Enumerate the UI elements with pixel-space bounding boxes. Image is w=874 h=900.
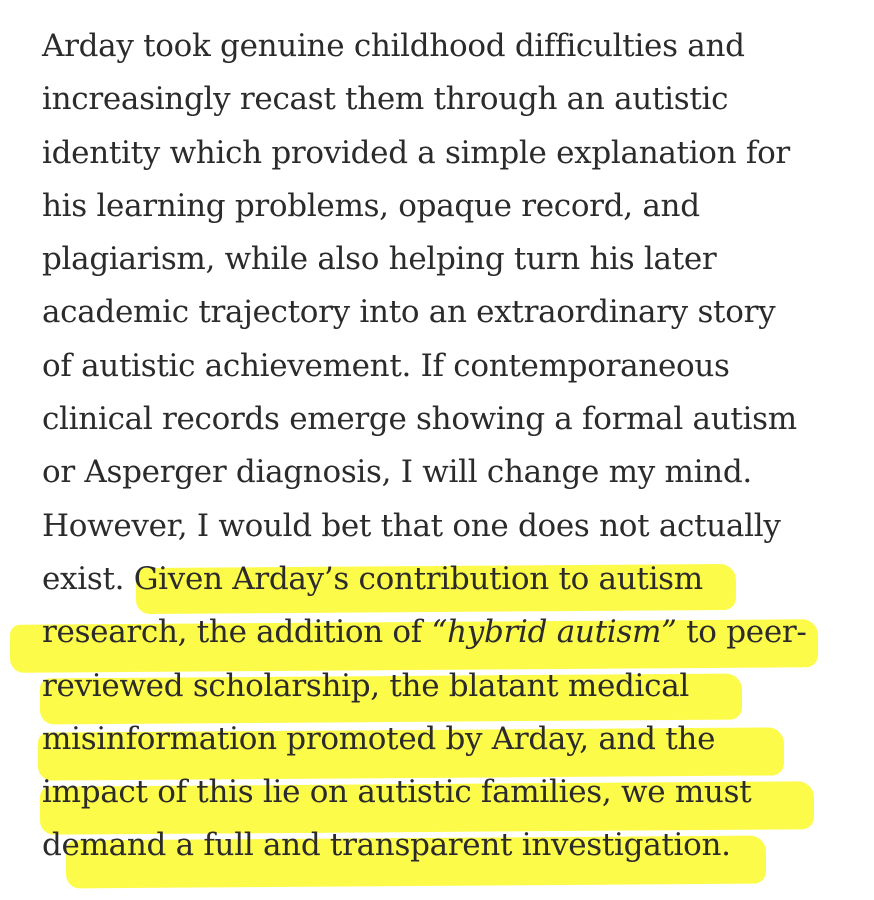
paragraph-line: or Asperger diagnosis, I will change my mind. <box>42 454 752 491</box>
article-paragraph <box>42 20 842 873</box>
paragraph-line: increasingly recast them through an autistic <box>42 81 729 118</box>
paragraph-line: clinical records emerge showing a formal autism <box>42 401 797 438</box>
italic-term: “hybrid autism” <box>431 614 677 651</box>
highlighted-text: Given Arday’s contribution to autism <box>133 560 703 597</box>
highlighted-line <box>42 606 842 659</box>
highlighted-line: demand a full and transparent investigation. <box>42 827 731 864</box>
highlighted-text: research, the addition of <box>42 614 432 651</box>
paragraph-line: plagiarism, while also helping turn his later <box>42 241 717 278</box>
plain-text: exist. <box>42 560 134 597</box>
paragraph-line: identity which provided a simple explanation for <box>42 134 790 171</box>
paragraph-line: However, I would bet that one does not actually <box>42 507 781 544</box>
highlighted-line: impact of this lie on autistic families, we must <box>42 774 752 811</box>
paragraph-line: academic trajectory into an extraordinary story <box>42 294 776 331</box>
highlighted-line: misinformation promoted by Arday, and the <box>42 720 716 757</box>
paragraph-line: his learning problems, opaque record, and <box>42 187 700 224</box>
paragraph-line: Arday took genuine childhood difficulties and <box>42 28 745 64</box>
highlighted-text: to peer- <box>676 614 807 651</box>
paragraph-line <box>42 553 842 606</box>
paragraph-line: of autistic achievement. If contemporaneous <box>42 347 730 384</box>
highlighted-line: reviewed scholarship, the blatant medical <box>42 667 690 704</box>
